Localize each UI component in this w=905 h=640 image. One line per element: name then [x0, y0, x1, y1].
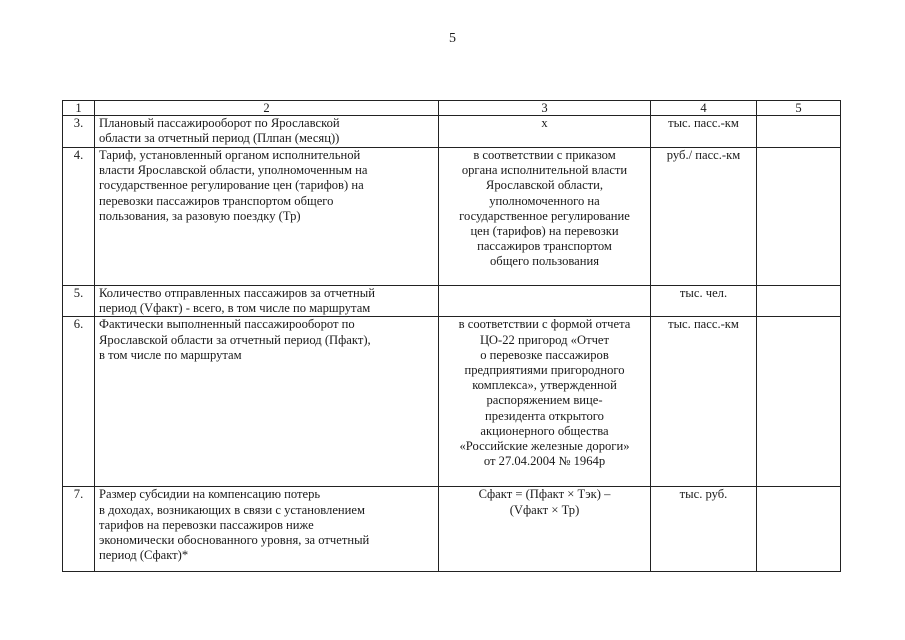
row-unit: тыс. пасс.-км	[651, 317, 757, 487]
row-unit: тыс. чел.	[651, 286, 757, 317]
row-number: 6.	[63, 317, 95, 487]
row-name-text: Тариф, установленный органом исполнительной власти Ярославской области, уполномоченным на государственное регулирование цен (тарифов) на перевозки пассажиров транспортом общего пользования, за разовую поездку (Тр)	[99, 148, 368, 223]
row-value	[757, 148, 841, 286]
row-value	[757, 487, 841, 572]
table-header-row	[63, 101, 841, 116]
row-number: 3.	[63, 116, 95, 148]
row-name-text: Размер субсидии на компенсацию потерь в доходах, возникающих в связи с установлением тарифов на перевозки пассажиров ниже экономически обоснованного уровня, за отчетный период (Сфакт)*	[99, 487, 370, 563]
page-number: 5	[449, 31, 456, 46]
row-name-text: Количество отправленных пассажиров за отчетный период (Vфакт) - всего, в том числе по маршрутам	[99, 286, 375, 316]
header-cell-3: 3	[439, 101, 651, 116]
row-source-text: в соответствии с формой отчета ЦО-22 пригород «Отчет о перевозке пассажиров предприятиями пригородного комплекса», утвержденной распоряжением вице- президента открытого акционерного общества «Российские железные дороги» от 27.04.2004 № 1964р	[458, 317, 631, 469]
row-name-text: Фактически выполненный пассажирооборот по Ярославской области за отчетный период (Пфакт), в том числе по маршрутам	[99, 317, 371, 362]
data-table	[62, 100, 841, 572]
row-name-text: Плановый пассажирооборот по Ярославской области за отчетный период (Плпан (месяц))	[99, 116, 340, 146]
header-cell-4: 4	[651, 101, 757, 116]
row-unit: тыс. пасс.-км	[651, 116, 757, 148]
row-source-text: в соответствии с приказом органа исполнительной власти Ярославской области, уполномоченного на государственное регулирование цен (тарифов) на перевозки пассажиров транспортом общего пользования	[459, 148, 630, 269]
header-cell-5: 5	[757, 101, 841, 116]
header-cell-2: 2	[95, 101, 439, 116]
table-row	[63, 317, 841, 487]
table-row	[63, 487, 841, 572]
table-row	[63, 286, 841, 317]
header-cell-1: 1	[63, 101, 95, 116]
row-unit: тыс. руб.	[651, 487, 757, 572]
row-unit: руб./ пасс.-км	[651, 148, 757, 286]
row-value	[757, 116, 841, 148]
row-source	[439, 317, 651, 487]
row-source	[439, 487, 651, 572]
row-number: 7.	[63, 487, 95, 572]
row-name	[95, 286, 439, 317]
row-name	[95, 317, 439, 487]
table-row	[63, 116, 841, 148]
row-source	[439, 148, 651, 286]
table-row	[63, 148, 841, 286]
row-value	[757, 317, 841, 487]
row-name	[95, 148, 439, 286]
row-source	[439, 286, 651, 317]
row-name	[95, 116, 439, 148]
row-source	[439, 116, 651, 148]
row-number: 5.	[63, 286, 95, 317]
row-source-text: х	[541, 116, 548, 130]
row-value	[757, 286, 841, 317]
row-name	[95, 487, 439, 572]
row-number: 4.	[63, 148, 95, 286]
row-source-text: Сфакт = (Пфакт × Тэк) – (Vфакт × Тр)	[478, 487, 611, 517]
